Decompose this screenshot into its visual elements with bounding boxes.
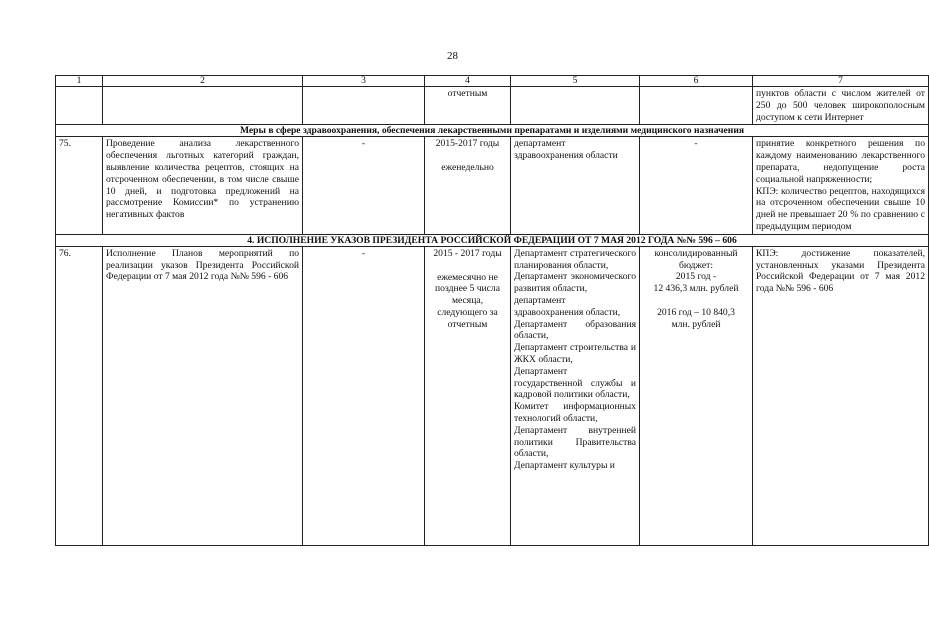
period-text: 2015 - 2017 годы xyxy=(433,247,502,259)
cell-empty xyxy=(511,87,640,125)
col3-value: - xyxy=(303,137,425,234)
section-heading-row xyxy=(56,234,929,246)
funding-2016: 2016 год – 10 840,3 млн. рублей xyxy=(657,306,735,330)
continuation-result-cell: пунктов области с числом жителей от 250 до 500 человек широкополосным доступом к сети Интернет xyxy=(753,87,929,125)
section-heading-4: 4. ИСПОЛНЕНИЕ УКАЗОВ ПРЕЗИДЕНТА РОССИЙСКОЙ ФЕДЕРАЦИИ ОТ 7 МАЯ 2012 ГОДА №№ 596 – 606 xyxy=(56,234,929,246)
column-header: 2 xyxy=(103,76,303,87)
period-cell xyxy=(425,137,511,234)
column-header: 6 xyxy=(640,76,753,87)
column-header: 5 xyxy=(511,76,640,87)
section-heading-row xyxy=(56,125,929,137)
funding-cell: - xyxy=(640,137,753,234)
cell-empty xyxy=(103,87,303,125)
period-cell xyxy=(425,246,511,545)
column-header: 4 xyxy=(425,76,511,87)
funding-2015: консолидированный бюджет: 2015 год - 12 436,3 млн. рублей xyxy=(653,247,739,295)
plan-table xyxy=(55,75,929,546)
continuation-row xyxy=(56,87,929,125)
period-text: 2015-2017 годы xyxy=(435,138,500,150)
measure-description: Проведение анализа лекарственного обеспечения льготных категорий граждан, выявление количества рецептов, стоящих на отсроченном обеспечении, в том числе свыше 10 дней, и подготовка предложений на рассмотрение Комиссии* по устранению негативных фактов xyxy=(103,137,303,234)
column-header-row xyxy=(56,76,929,87)
result-cell: КПЭ: достижение показателей, установленных указами Президента Российской Федерации от 7 мая 2012 года №№ 596 - 606 xyxy=(753,246,929,545)
frequency-text: ежемесячно не позднее 5 числа месяца, следующего за отчетным xyxy=(435,271,500,330)
col3-value: - xyxy=(303,246,425,545)
column-header: 1 xyxy=(56,76,103,87)
table-row-76 xyxy=(56,246,929,545)
responsible-cell: Департамент стратегического планирования области, Департамент экономического развития области, департамент здравоохранения области, Департамент образования области, Департамент строительства и ЖКХ области, Департамент государственной службы и кадровой политики области, Комитет информационных технологий области, Департамент внутренней политики Правительства области, Департамент культуры и xyxy=(511,246,640,545)
result-cell: принятие конкретного решения по каждому наименованию лекарственного препарата, недопущение роста социальной напряженности; КПЭ: количество рецептов, находящихся на отсроченном обеспечении свыше 10 дней не превышает 20 % по сравнению с предыдущим периодом xyxy=(753,137,929,234)
table-row-75 xyxy=(56,137,929,234)
frequency-text: еженедельно xyxy=(441,162,494,174)
cell-empty xyxy=(303,87,425,125)
responsible-cell: департамент здравоохранения области xyxy=(511,137,640,234)
funding-cell xyxy=(640,246,753,545)
cell-empty xyxy=(56,87,103,125)
continuation-period-cell: отчетным xyxy=(425,87,511,125)
column-header: 3 xyxy=(303,76,425,87)
section-heading-health: Меры в сфере здравоохранения, обеспечения лекарственными препаратами и изделиями медицинского назначения xyxy=(56,125,929,137)
cell-empty xyxy=(640,87,753,125)
row-number: 75. xyxy=(56,137,103,234)
row-number: 76. xyxy=(56,246,103,545)
measure-description: Исполнение Планов мероприятий по реализации указов Президента Российской Федерации от 7 мая 2012 года №№ 596 - 606 xyxy=(103,246,303,545)
column-header: 7 xyxy=(753,76,929,87)
page-number: 28 xyxy=(447,50,458,62)
